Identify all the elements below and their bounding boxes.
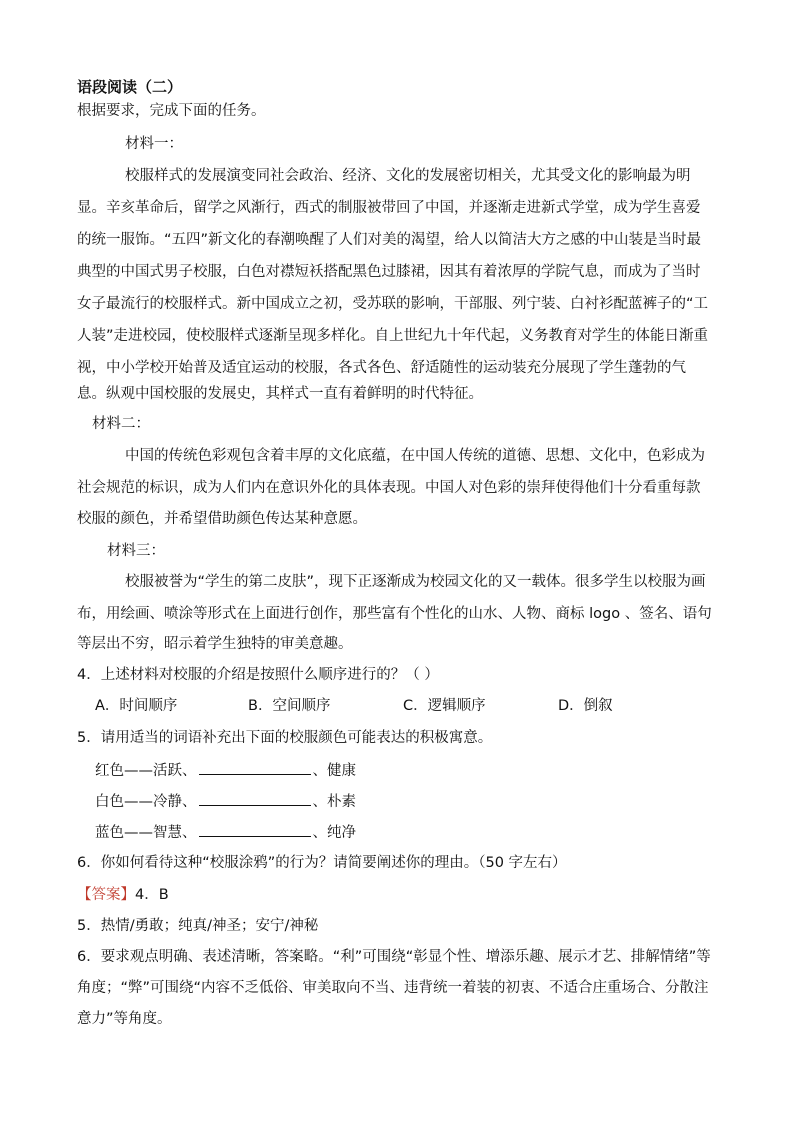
question-4: 4．上述材料对校服的介绍是按照什么顺序进行的？（ ） [77,667,439,683]
answer-blank[interactable] [199,791,311,806]
material2-line: 校服的颜色，并希望借助颜色传达某种意愿。 [77,511,367,527]
answer-blank[interactable] [199,822,311,837]
section-title: 语段阅读（二） [77,78,183,96]
q5-row-right: 、纯净 [312,825,356,841]
answer-6-line: 角度；“弊”可围绕“内容不乏低俗、审美取向不当、违背统一着装的初衷、不适合庄重场合、分散注 [77,980,709,996]
material1-line: 的统一服饰。“五四”新文化的春潮唤醒了人们对美的渴望，给人以简洁大方之感的中山装是当时最 [77,232,702,248]
q4-option-a: A．时间顺序 [95,698,178,714]
answer-label: 【答案】 [77,887,135,903]
question-5: 5．请用适当的词语补充出下面的校服颜色可能表达的积极寓意。 [77,730,493,746]
material1-line: 女子最流行的校服样式。新中国成立之初，受苏联的影响，干部服、列宁装、白衬衫配蓝裤子的“工 [77,296,709,312]
q5-row-right: 、朴素 [312,794,356,810]
material2-line: 中国的传统色彩观包含着丰厚的文化底蕴，在中国人传统的道德、思想、文化中，色彩成为 [125,448,705,464]
answer-6-line: 6．要求观点明确、表述清晰，答案略。“利”可围绕“彰显个性、增添乐趣、展示才艺、排解情绪”等 [77,949,711,965]
q5-row-left: 红色——活跃、 [95,763,197,779]
material3-line: 布，用绘画、喷涂等形式在上面进行创作，那些富有个性化的山水、人物、商标 logo 、签名、语句 [77,606,712,622]
q5-row-white [95,791,356,812]
answer-blank[interactable] [199,760,311,775]
answer-line-4 [77,885,169,905]
q5-row-right: 、健康 [312,763,356,779]
material3-line: 等层出不穷，昭示着学生独特的审美意趣。 [77,636,353,652]
material1-line: 典型的中国式男子校服，白色对襟短袄搭配黑色过膝裙，因其有着浓厚的学院气息，而成为了当时 [77,264,701,280]
question-6: 6．你如何看待这种“校服涂鸦”的行为？请简要阐述你的理由。（50 字左右） [77,855,567,871]
material2-line: 社会规范的标识，成为人们内在意识外化的具体表现。中国人对色彩的崇拜使得他们十分看重每款 [77,480,701,496]
material1-line: 人装”走进校园，使校服样式逐渐呈现多样化。自上世纪九十年代起，义务教育对学生的体能日渐重 [77,328,709,344]
material1-line: 显。辛亥革命后，留学之风渐行，西式的制服被带回了中国，并逐渐走进新式学堂，成为学生喜爱 [77,200,701,216]
instruction: 根据要求，完成下面的任务。 [77,103,266,119]
material2-label: 材料二： [92,416,150,432]
material1-line: 息。纵观中国校服的发展史，其样式一直有着鲜明的时代特征。 [77,386,483,402]
material1-line: 视，中小学校开始普及适宜运动的校服，各式各色、舒适随性的运动装充分展现了学生蓬勃的气 [77,360,686,376]
material3-line: 校服被誉为“学生的第二皮肤”，现下正逐渐成为校园文化的又一载体。很多学生以校服为画 [125,574,706,590]
material1-label: 材料一： [125,136,183,152]
q5-row-left: 蓝色——智慧、 [95,825,197,841]
q5-row-left: 白色——冷静、 [95,794,197,810]
answer-5: 5．热情/勇敢；纯真/神圣；安宁/神秘 [77,918,319,934]
q5-row-blue [95,822,356,843]
material3-label: 材料三： [107,543,165,559]
q4-option-b: B．空间顺序 [248,698,331,714]
q4-option-c: C．逻辑顺序 [403,698,486,714]
material1-line: 校服样式的发展演变同社会政治、经济、文化的发展密切相关，尤其受文化的影响最为明 [125,168,691,184]
answer-6-line: 意力”等角度。 [77,1011,172,1027]
answer-4: 4．B [135,887,169,903]
q5-row-red [95,760,356,781]
q4-option-d: D．倒叙 [558,698,613,714]
